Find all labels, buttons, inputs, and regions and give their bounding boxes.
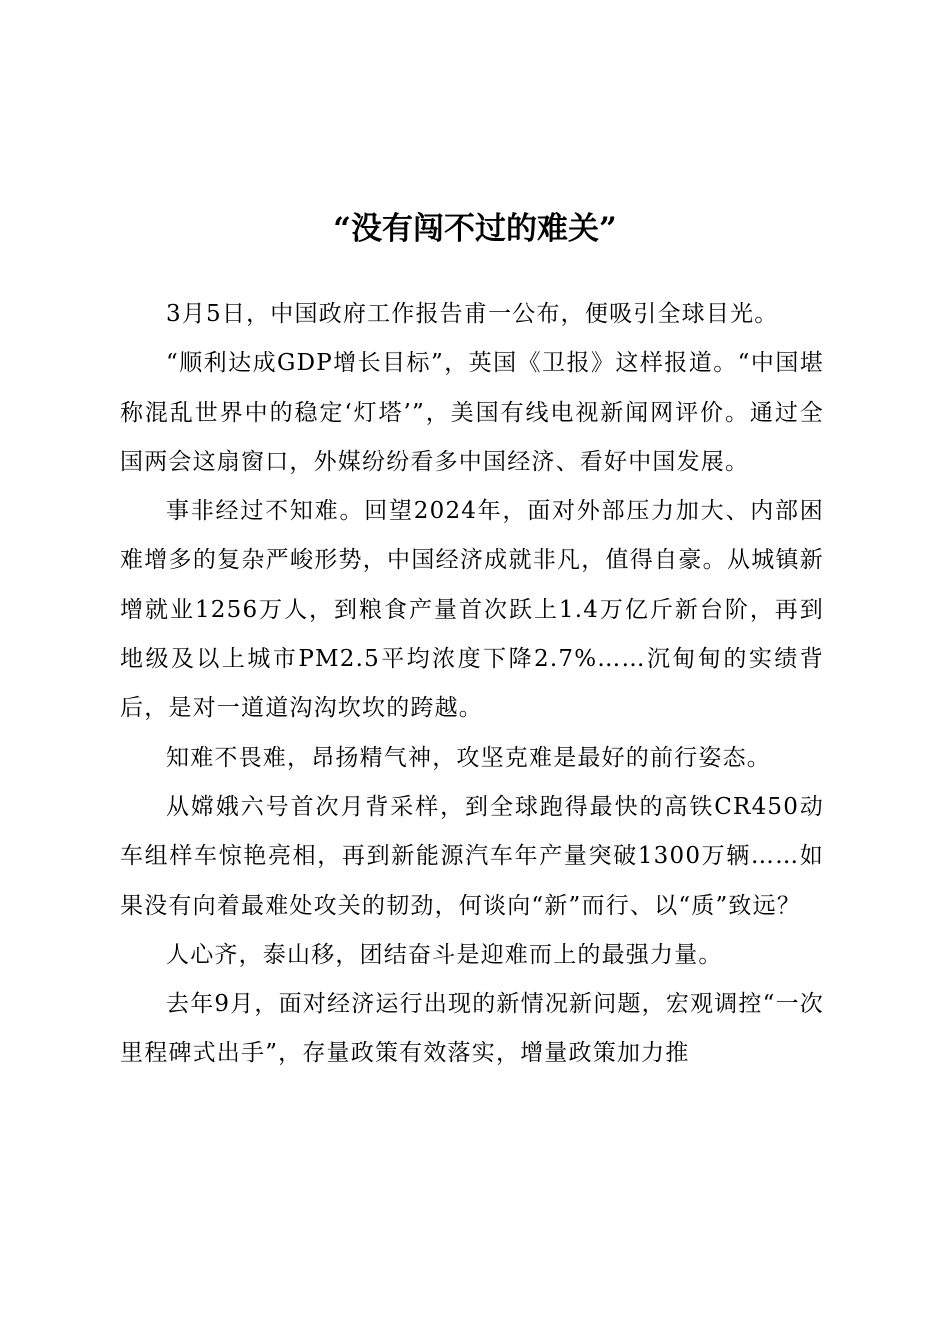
paragraph: 去年9月，面对经济运行出现的新情况新问题，宏观调控“一次里程碑式出手”，存量政策有效落实，增量政策加力推 xyxy=(120,991,824,1067)
paragraph: “顺利达成GDP增长目标”，英国《卫报》这样报道。“中国堪称混乱世界中的稳定‘灯塔’”，美国有线电视新闻网评价。通过全国两会这扇窗口，外媒纷纷看多中国经济、看好中国发展。 xyxy=(120,350,824,475)
paragraph: 事非经过不知难。回望2024年，面对外部压力加大、内部困难增多的复杂严峻形势，中国经济成就非凡，值得自豪。从城镇新增就业1256万人，到粮食产量首次跃上1.4万亿斤新台阶，再到地级及以上城市PM2.5平均浓度下降2.7%……沉甸甸的实绩背后，是对一道道沟沟坎坎的跨越。 xyxy=(120,498,824,722)
article-body xyxy=(120,290,824,1079)
paragraph: 3月5日，中国政府工作报告甫一公布，便吸引全球目光。 xyxy=(166,301,779,327)
paragraph: 知难不畏难，昂扬精气神，攻坚克难是最好的前行姿态。 xyxy=(166,744,771,771)
article-title: “没有闯不过的难关” xyxy=(333,210,617,247)
paragraph: 从嫦娥六号首次月背采样，到全球跑得最快的高铁CR450动车组样车惊艳亮相，再到新能源汽车年产量突破1300万辆……如果没有向着最难处攻关的韧劲，何谈向“新”而行、以“质”致远？ xyxy=(120,793,824,919)
paragraph: 人心齐，泰山移，团结奋斗是迎难而上的最强力量。 xyxy=(166,941,723,968)
